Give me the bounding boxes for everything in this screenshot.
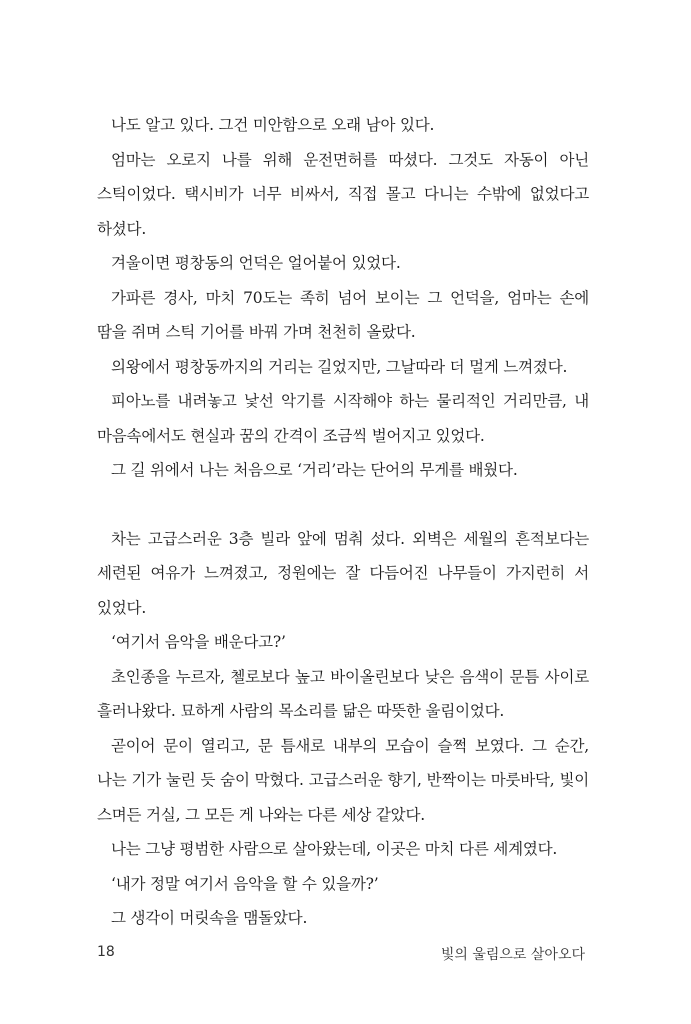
section-2	[97, 522, 589, 936]
body-text	[97, 108, 589, 936]
paragraph: 그 길 위에서 나는 처음으로 ‘거리’라는 단어의 무게를 배웠다.	[111, 461, 518, 479]
paragraph: 가파른 경사, 마치 70도는 족히 넘어 보이는 그 언덕을, 엄마는 손에 땀을 쥐며 스틱 기어를 바꿔 가며 천천히 올랐다.	[97, 288, 589, 341]
paragraph: 피아노를 내려놓고 낯선 악기를 시작해야 하는 물리적인 거리만큼, 내 마음속에서도 현실과 꿈의 간격이 조금씩 벌어지고 있었다.	[97, 392, 589, 445]
paragraph: 그 생각이 머릿속을 맴돌았다.	[111, 909, 308, 927]
paragraph: 엄마는 오로지 나를 위해 운전면허를 따셨다. 그것도 자동이 아닌 스틱이었다. 택시비가 너무 비싸서, 직접 몰고 다니는 수밖에 없었다고 하셨다.	[97, 150, 589, 238]
paragraph: 초인종을 누르자, 첼로보다 높고 바이올린보다 낮은 음색이 문틈 사이로 흘러나왔다. 묘하게 사람의 목소리를 닮은 따뜻한 울림이었다.	[97, 667, 589, 720]
paragraph: 차는 고급스러운 3층 빌라 앞에 멈춰 섰다. 외벽은 세월의 흔적보다는 세련된 여유가 느껴졌고, 정원에는 잘 다듬어진 나무들이 가지런히 서 있었다.	[97, 529, 589, 617]
page-number: 18	[97, 944, 115, 960]
paragraph: 의왕에서 평창동까지의 거리는 길었지만, 그날따라 더 멀게 느껴졌다.	[111, 357, 568, 376]
section-1	[97, 108, 589, 488]
running-title: 빛의 울림으로 살아오다	[440, 947, 585, 963]
paragraph: 나도 알고 있다. 그건 미안함으로 오래 남아 있다.	[111, 116, 435, 134]
paragraph: 나는 그냥 평범한 사람으로 살아왔는데, 이곳은 마치 다른 세계였다.	[111, 840, 558, 858]
page-footer	[97, 944, 585, 968]
paragraph: ‘여기서 음악을 배운다고?’	[111, 633, 286, 651]
paragraph: 겨울이면 평창동의 언덕은 얼어붙어 있었다.	[111, 254, 401, 272]
paragraph: ‘내가 정말 여기서 음악을 할 수 있을까?’	[111, 874, 379, 893]
section-break	[97, 488, 589, 522]
paragraph: 곧이어 문이 열리고, 문 틈새로 내부의 모습이 슬쩍 보였다. 그 순간, 나는 기가 눌린 듯 숨이 막혔다. 고급스러운 향기, 반짝이는 마룻바닥, 빛이 스며든 거실, 그 모든 게 나와는 다른 세상 같았다.	[97, 736, 589, 824]
